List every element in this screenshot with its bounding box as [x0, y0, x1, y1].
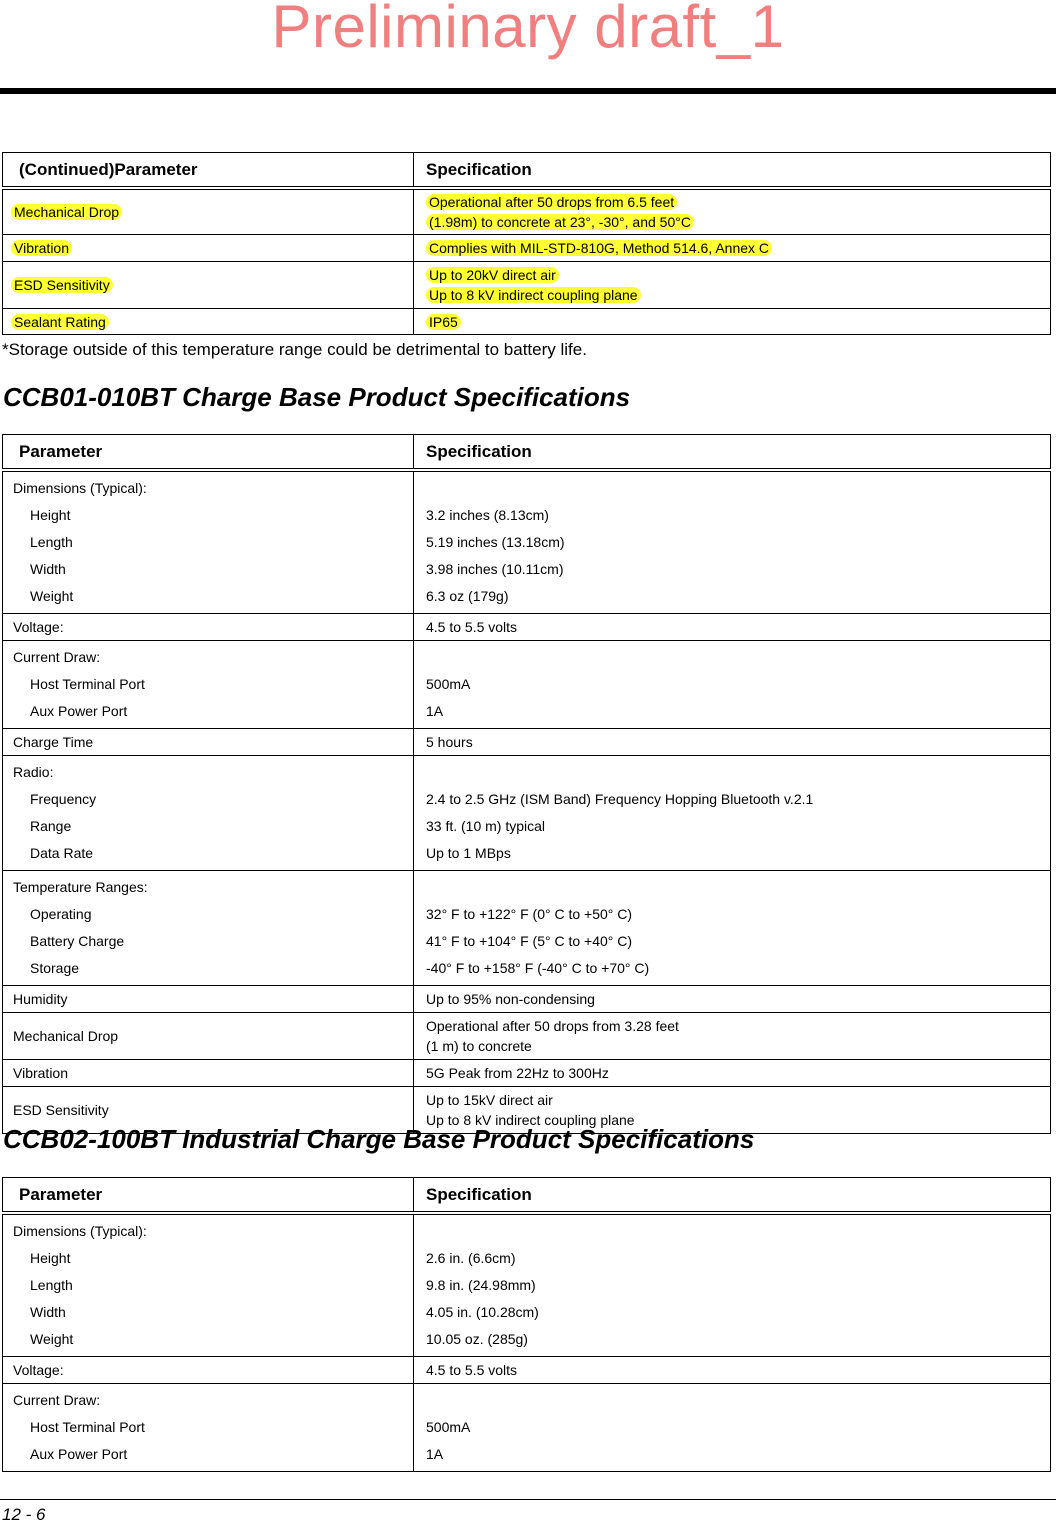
- param-charge-time: Charge Time: [3, 729, 414, 756]
- column-header-parameter: (Continued)Parameter: [3, 153, 414, 189]
- spec-line: Operational after 50 drops from 3.28 feet: [426, 1018, 679, 1034]
- continued-spec-table: [2, 152, 1051, 335]
- param-voltage: Voltage:: [3, 1357, 414, 1384]
- param-sealant-rating: Sealant Rating: [11, 314, 109, 330]
- table-row: [3, 1357, 1051, 1384]
- sub-value: 41° F to +104° F (5° C to +40° C): [426, 933, 633, 949]
- table-row: [3, 262, 1051, 309]
- spec-line: Up to 8 kV indirect coupling plane: [426, 287, 641, 303]
- table-header-row: [3, 153, 1051, 189]
- footnote: *Storage outside of this temperature range could be detrimental to battery life.: [2, 340, 587, 359]
- table-row: [3, 641, 1051, 729]
- table-row: [3, 1013, 1051, 1060]
- sub-label: Data Rate: [30, 845, 94, 861]
- param-current-draw: Current Draw:: [13, 1392, 101, 1408]
- sub-label: Width: [30, 561, 66, 577]
- sub-label: Aux Power Port: [30, 1446, 128, 1462]
- table-row: [3, 986, 1051, 1013]
- table-row: [3, 470, 1051, 614]
- page-number: 12 - 6: [2, 1505, 46, 1524]
- ccb02-spec-table: [2, 1177, 1051, 1472]
- param-vibration: Vibration: [11, 240, 72, 256]
- sub-value: 1A: [426, 703, 444, 719]
- column-header-parameter: Parameter: [3, 1178, 414, 1214]
- param-dimensions: Dimensions (Typical):: [13, 1223, 147, 1239]
- footer-rule: [0, 1499, 1056, 1500]
- sub-value: 500mA: [426, 1419, 471, 1435]
- sub-value: 2.6 in. (6.6cm): [426, 1250, 516, 1266]
- param-humidity: Humidity: [3, 986, 414, 1013]
- param-voltage: Voltage:: [3, 614, 414, 641]
- sub-label: Width: [30, 1304, 66, 1320]
- column-header-parameter: Parameter: [3, 435, 414, 471]
- column-header-specification: Specification: [414, 153, 1051, 189]
- sub-value: 1A: [426, 1446, 444, 1462]
- sub-value: Up to 1 MBps: [426, 845, 511, 861]
- sub-value: 4.05 in. (10.28cm): [426, 1304, 539, 1320]
- table-row: [3, 729, 1051, 756]
- sub-label: Host Terminal Port: [30, 676, 145, 692]
- param-radio: Radio:: [13, 764, 54, 780]
- sub-value: 500mA: [426, 676, 471, 692]
- sub-value: 10.05 oz. (285g): [426, 1331, 528, 1347]
- spec-value: 5G Peak from 22Hz to 300Hz: [414, 1060, 1051, 1087]
- param-mechanical-drop: Mechanical Drop: [11, 204, 122, 220]
- ccb01-spec-table: [2, 434, 1051, 1134]
- sub-label: Height: [30, 507, 71, 523]
- table-row: [3, 235, 1051, 262]
- table-row: [3, 1384, 1051, 1472]
- table-header-row: [3, 1178, 1051, 1214]
- spec-value: 4.5 to 5.5 volts: [414, 614, 1051, 641]
- param-esd-sensitivity: ESD Sensitivity: [11, 277, 113, 293]
- spec-value: Up to 95% non-condensing: [414, 986, 1051, 1013]
- table-header-row: [3, 435, 1051, 471]
- sub-label: Length: [30, 534, 73, 550]
- spec-value: 4.5 to 5.5 volts: [414, 1357, 1051, 1384]
- param-temperature-ranges: Temperature Ranges:: [13, 879, 148, 895]
- sub-value: 2.4 to 2.5 GHz (ISM Band) Frequency Hopping Bluetooth v.2.1: [426, 791, 814, 807]
- spec-line: (1 m) to concrete: [426, 1038, 532, 1054]
- sub-label: Range: [30, 818, 72, 834]
- header-rule: [0, 88, 1056, 94]
- sub-label: Frequency: [30, 791, 97, 807]
- table-row: [3, 188, 1051, 235]
- table-row: [3, 871, 1051, 986]
- table-row: [3, 614, 1051, 641]
- spec-line: Up to 20kV direct air: [426, 267, 559, 283]
- sub-label: Storage: [30, 960, 80, 976]
- sub-value: 5.19 inches (13.18cm): [426, 534, 565, 550]
- spec-line: IP65: [426, 314, 461, 330]
- section-heading-ccb01: CCB01-010BT Charge Base Product Specifications: [3, 382, 631, 412]
- sub-value: -40° F to +158° F (-40° C to +70° C): [426, 960, 650, 976]
- sub-value: 3.98 inches (10.11cm): [426, 561, 564, 577]
- spec-line: (1.98m) to concrete at 23°, -30°, and 50°C: [426, 214, 694, 230]
- sub-label: Height: [30, 1250, 71, 1266]
- table-row: [3, 756, 1051, 871]
- spec-line: Complies with MIL-STD-810G, Method 514.6, Annex C: [426, 240, 772, 256]
- watermark: Preliminary draft_1: [271, 0, 785, 60]
- table-row: [3, 1213, 1051, 1357]
- sub-value: 33 ft. (10 m) typical: [426, 818, 546, 834]
- param-dimensions: Dimensions (Typical):: [13, 480, 147, 496]
- table-row: [3, 309, 1051, 335]
- sub-label: Battery Charge: [30, 933, 125, 949]
- param-esd-sensitivity: ESD Sensitivity: [3, 1087, 414, 1134]
- sub-label: Host Terminal Port: [30, 1419, 145, 1435]
- column-header-specification: Specification: [414, 1178, 1051, 1214]
- sub-label: Length: [30, 1277, 73, 1293]
- sub-label: Operating: [30, 906, 92, 922]
- spec-value: 5 hours: [414, 729, 1051, 756]
- spec-line: Up to 8 kV indirect coupling plane: [426, 1112, 635, 1128]
- sub-label: Aux Power Port: [30, 703, 128, 719]
- sub-value: 32° F to +122° F (0° C to +50° C): [426, 906, 633, 922]
- spec-line: Operational after 50 drops from 6.5 feet: [426, 194, 677, 210]
- section-heading-ccb02: CCB02-100BT Industrial Charge Base Product Specifications: [3, 1124, 755, 1154]
- column-header-specification: Specification: [414, 435, 1051, 471]
- param-mechanical-drop: Mechanical Drop: [3, 1013, 414, 1060]
- sub-value: 3.2 inches (8.13cm): [426, 507, 549, 523]
- sub-label: Weight: [30, 588, 74, 604]
- param-vibration: Vibration: [3, 1060, 414, 1087]
- sub-value: 9.8 in. (24.98mm): [426, 1277, 536, 1293]
- sub-value: 6.3 oz (179g): [426, 588, 509, 604]
- param-current-draw: Current Draw:: [13, 649, 101, 665]
- sub-label: Weight: [30, 1331, 74, 1347]
- spec-line: Up to 15kV direct air: [426, 1092, 553, 1108]
- table-row: [3, 1060, 1051, 1087]
